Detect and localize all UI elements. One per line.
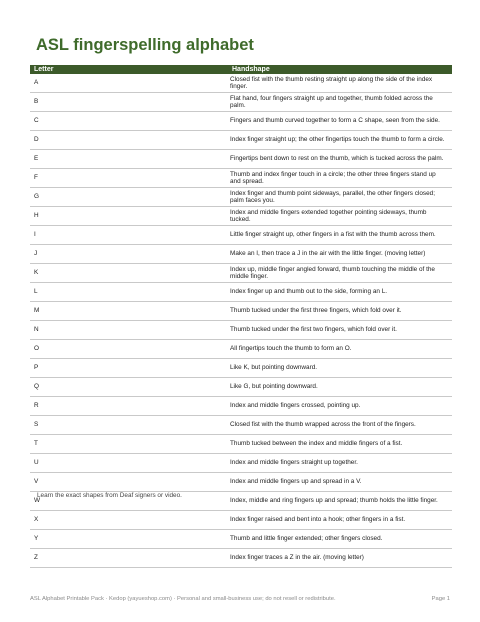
handshape-cell: Index finger straight up; the other fingertips touch the thumb to form a circle. <box>228 131 452 150</box>
table-row <box>30 549 452 568</box>
letter-cell: B <box>30 93 228 112</box>
handshape-cell: Like K, but pointing downward. <box>228 359 452 378</box>
table-row <box>30 93 452 112</box>
letter-cell: Q <box>30 378 228 397</box>
letter-cell: I <box>30 226 228 245</box>
handshape-cell: Index finger traces a Z in the air. (moving letter) <box>228 549 452 568</box>
handshape-cell: Fingers and thumb curved together to form a C shape, seen from the side. <box>228 112 452 131</box>
table-row <box>30 435 452 454</box>
letter-cell: Y <box>30 530 228 549</box>
table-header-row <box>30 65 452 74</box>
letter-cell: E <box>30 150 228 169</box>
table-row <box>30 473 452 492</box>
handshape-cell: Closed fist with the thumb wrapped across the front of the fingers. <box>228 416 452 435</box>
letter-cell: F <box>30 169 228 188</box>
handshape-cell: Index finger up and thumb out to the side, forming an L. <box>228 283 452 302</box>
column-header-handshape: Handshape <box>228 65 452 74</box>
letter-cell: T <box>30 435 228 454</box>
handshape-cell: Index and middle fingers straight up together. <box>228 454 452 473</box>
handshape-cell: Little finger straight up, other fingers in a fist with the thumb across them. <box>228 226 452 245</box>
handshape-cell: Index finger and thumb point sideways, parallel, the other fingers closed; palm faces you. <box>228 188 452 207</box>
footer-text: ASL Alphabet Printable Pack · Kedop (yayueshop.com) · Personal and small-business use; do not resell or redistribute. <box>30 596 336 602</box>
table-row <box>30 264 452 283</box>
table-row <box>30 131 452 150</box>
handshape-cell: Closed fist with the thumb resting straight up along the side of the index finger. <box>228 74 452 93</box>
letter-cell: J <box>30 245 228 264</box>
table-row <box>30 245 452 264</box>
letter-cell: H <box>30 207 228 226</box>
table-row <box>30 74 452 93</box>
table-row <box>30 302 452 321</box>
letter-cell: A <box>30 74 228 93</box>
handshape-cell: Index up, middle finger angled forward, thumb touching the middle of the middle finger. <box>228 264 452 283</box>
handshape-cell: Make an I, then trace a J in the air with the little finger. (moving letter) <box>228 245 452 264</box>
page-number: Page 1 <box>431 596 450 602</box>
handshape-cell: Index and middle fingers up and spread in a V. <box>228 473 452 492</box>
table-row <box>30 207 452 226</box>
handshape-cell: Index and middle fingers extended together pointing sideways, thumb tucked. <box>228 207 452 226</box>
handshape-cell: Fingertips bent down to rest on the thumb, which is tucked across the palm. <box>228 150 452 169</box>
letter-cell: P <box>30 359 228 378</box>
table-row <box>30 226 452 245</box>
table-row <box>30 378 452 397</box>
handshape-cell: Flat hand, four fingers straight up and together, thumb folded across the palm. <box>228 93 452 112</box>
page-title: ASL fingerspelling alphabet <box>36 36 254 54</box>
table-row <box>30 454 452 473</box>
table-row <box>30 150 452 169</box>
letter-cell: S <box>30 416 228 435</box>
handshape-cell: Index finger raised and bent into a hook; other fingers in a fist. <box>228 511 452 530</box>
handshape-cell: All fingertips touch the thumb to form an O. <box>228 340 452 359</box>
letter-cell: K <box>30 264 228 283</box>
letter-cell: C <box>30 112 228 131</box>
letter-cell: D <box>30 131 228 150</box>
learning-note: Learn the exact shapes from Deaf signers or video. <box>37 492 182 499</box>
table-row <box>30 340 452 359</box>
handshape-cell: Thumb and little finger extended; other fingers closed. <box>228 530 452 549</box>
letter-cell: L <box>30 283 228 302</box>
table-row <box>30 530 452 549</box>
table-row <box>30 397 452 416</box>
handshape-cell: Thumb tucked between the index and middle fingers of a fist. <box>228 435 452 454</box>
handshape-cell: Thumb tucked under the first two fingers, which fold over it. <box>228 321 452 340</box>
table-row <box>30 321 452 340</box>
table-row <box>30 188 452 207</box>
letter-cell: R <box>30 397 228 416</box>
letter-cell: X <box>30 511 228 530</box>
table-row <box>30 169 452 188</box>
letter-cell: O <box>30 340 228 359</box>
table-row <box>30 416 452 435</box>
handshape-cell: Index, middle and ring fingers up and spread; thumb holds the little finger. <box>228 492 452 511</box>
letter-cell: N <box>30 321 228 340</box>
handshape-cell: Like G, but pointing downward. <box>228 378 452 397</box>
letter-cell: G <box>30 188 228 207</box>
letter-cell: Z <box>30 549 228 568</box>
table-row <box>30 112 452 131</box>
letter-cell: W <box>30 492 228 511</box>
handshape-cell: Index and middle fingers crossed, pointing up. <box>228 397 452 416</box>
table-row <box>30 283 452 302</box>
letter-cell: M <box>30 302 228 321</box>
column-header-letter: Letter <box>30 65 228 74</box>
letter-cell: V <box>30 473 228 492</box>
table-row <box>30 511 452 530</box>
handshape-cell: Thumb tucked under the first three fingers, which fold over it. <box>228 302 452 321</box>
handshape-cell: Thumb and index finger touch in a circle; the other three fingers stand up and spread. <box>228 169 452 188</box>
letter-cell: U <box>30 454 228 473</box>
table-row <box>30 359 452 378</box>
